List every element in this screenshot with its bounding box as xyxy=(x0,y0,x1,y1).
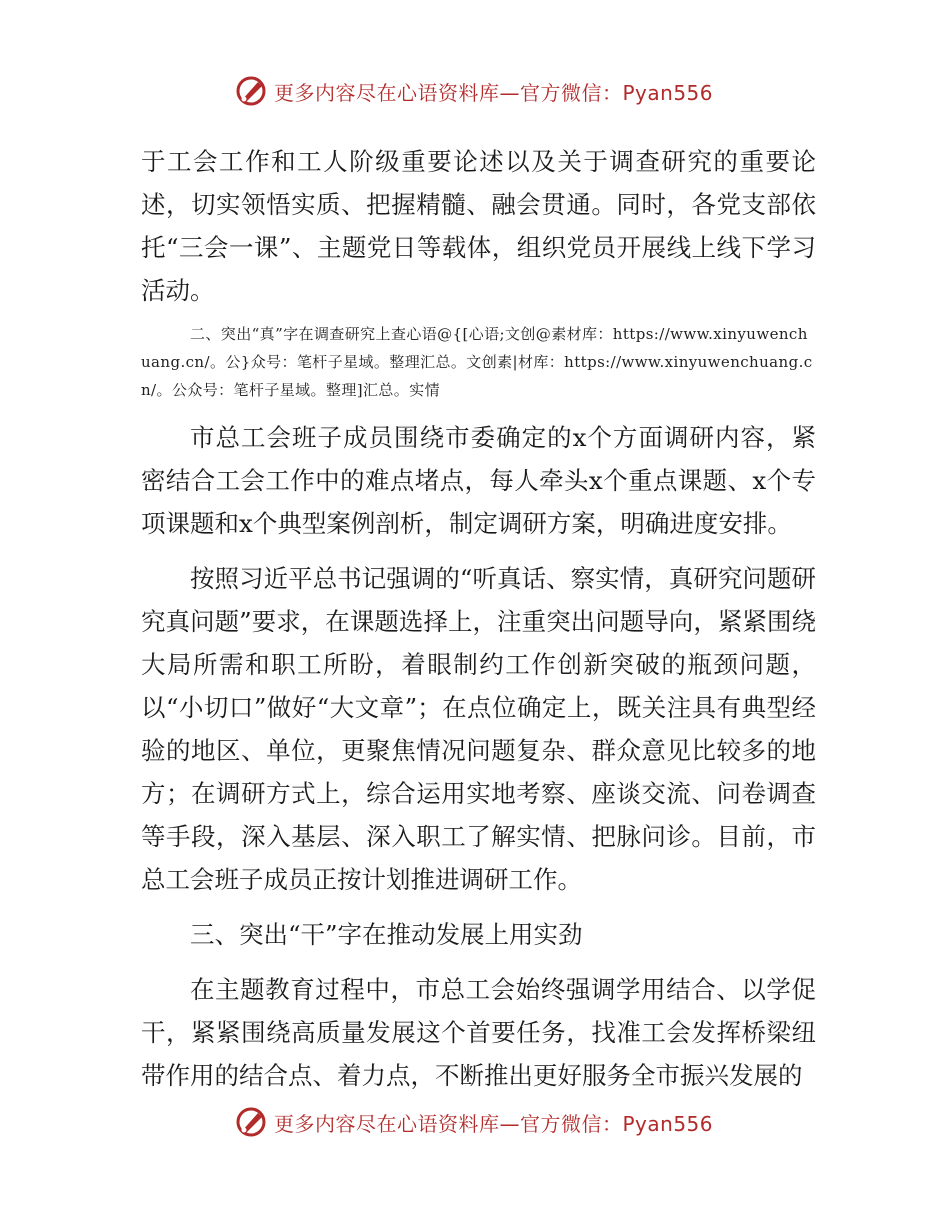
paragraph-2: 市总工会班子成员围绕市委确定的x个方面调研内容，紧密结合工会工作中的难点堵点，每人牵头x个重点课题、x个专项课题和x个典型案例剖析，制定调研方案，明确进度安排。 xyxy=(141,423,816,538)
paragraph-4: 在主题教育过程中，市总工会始终强调学用结合、以学促干，紧紧围绕高质量发展这个首要任务，找准工会发挥桥梁纽带作用的结合点、着力点，不断推出更好服务全市振兴发展的 xyxy=(141,975,816,1090)
paragraph-3: 按照习近平总书记强调的“听真话、察实情，真研究问题研究真问题”要求，在课题选择上，注重突出问题导向，紧紧围绕大局所需和职工所盼，着眼制约工作创新突破的瓶颈问题，以“小切口”做好“大文章”；在点位确定上，既关注具有典型经验的地区、单位，更聚焦情况问题复杂、群众意见比较多的地方；在调研方式上，综合运用实地考察、座谈交流、问卷调查等手段，深入基层、深入职工了解实情、把脉问诊。目前，市总工会班子成员正按计划推进调研工作。 xyxy=(141,564,816,894)
banner-text: 更多内容尽在心语资料库—官方微信：Pyan556 xyxy=(274,80,714,105)
watermark-note-text: 二、突出“真”字在调查研究上查心语@{[心语;文创@素材库：https://www.xinyuwenchuang.cn/。公}众号：笔杆子星域。整理汇总。文创素|材库：https://www.xinyuwenchuang.cn/。公众号：笔杆子星域。整理]汇总。实情 xyxy=(141,325,813,399)
pen-logo-icon xyxy=(234,1105,268,1139)
footer-banner xyxy=(234,1102,734,1142)
paragraph-1: 于工会工作和工人阶级重要论述以及关于调查研究的重要论述，切实领悟实质、把握精髓、融会贯通。同时，各党支部依托“三会一课”、主题党日等载体，组织党员开展线上线下学习活动。 xyxy=(141,147,816,305)
pen-logo-icon xyxy=(234,74,268,108)
document-body xyxy=(141,140,816,1097)
banner-text: 更多内容尽在心语资料库—官方微信：Pyan556 xyxy=(274,1111,714,1136)
section-heading-3: 三、突出“干”字在推动发展上用实劲 xyxy=(190,920,583,949)
header-banner xyxy=(234,71,734,111)
watermark-note xyxy=(141,320,816,404)
